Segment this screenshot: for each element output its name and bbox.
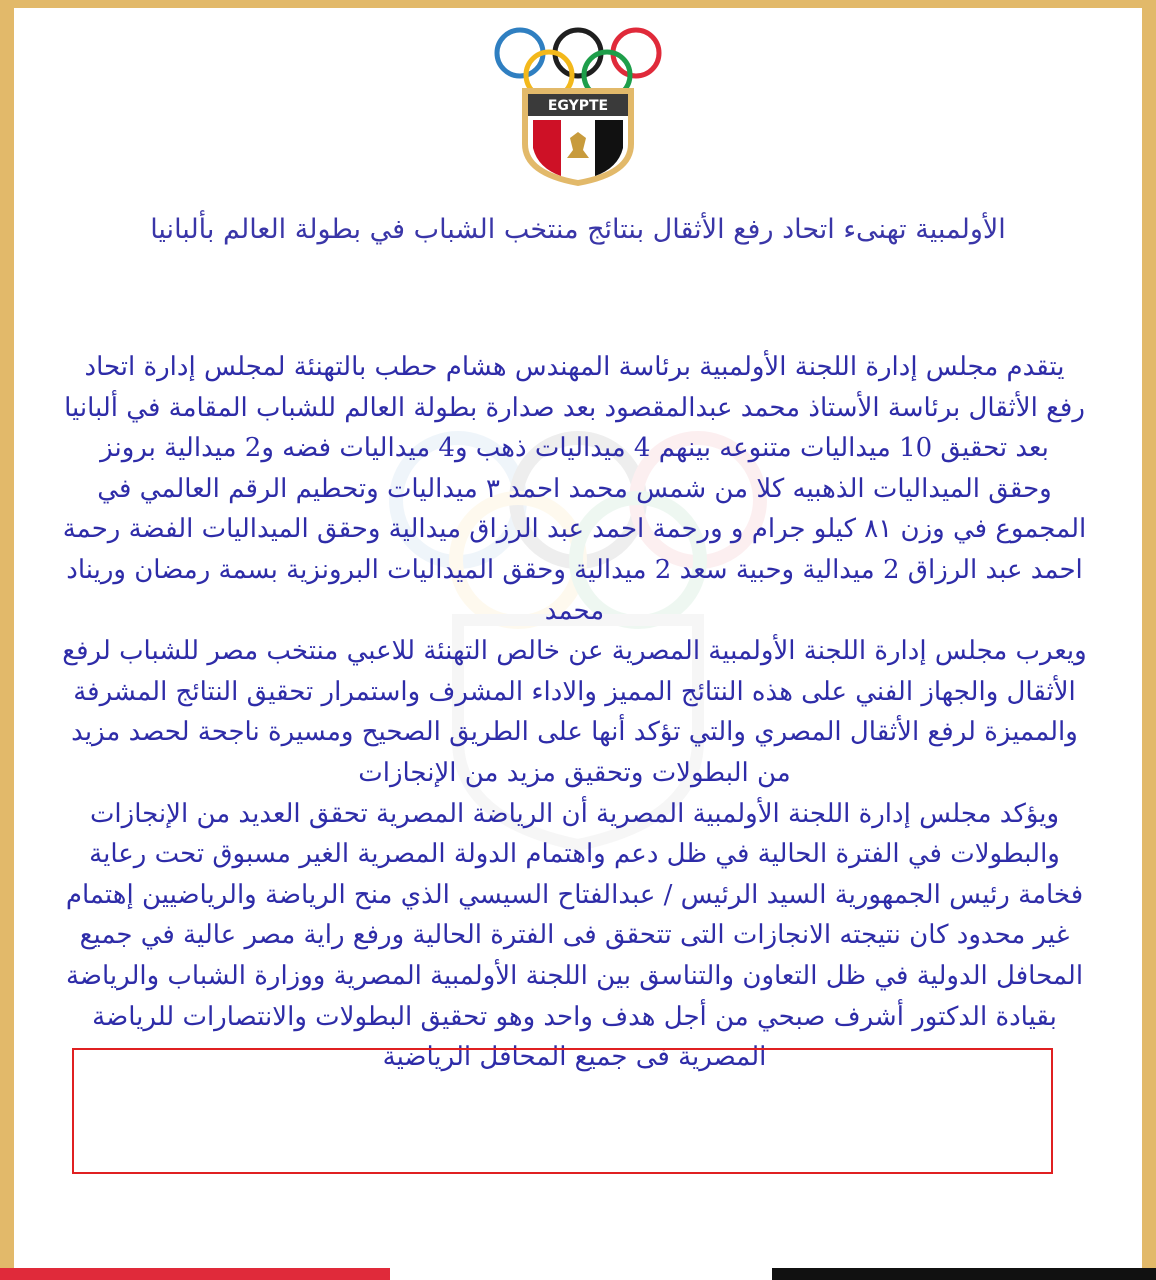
egypt-olympic-committee-logo bbox=[493, 26, 663, 188]
logo-label: EGYPTE bbox=[547, 98, 609, 114]
frame-left-border bbox=[0, 0, 14, 1280]
frame-top-border bbox=[0, 0, 1156, 8]
bottom-black-bar bbox=[772, 1268, 1156, 1280]
paragraph-state-support: ويؤكد مجلس إدارة اللجنة الأولمبية المصرية أن الرياضة المصرية تحقق العديد من الإنجازات والبطولات في الفترة الحالية في ظل دعم واهتمام الدولة المصرية الغير مسبوق تحت رعاية فخامة رئيس الجمهورية السيد الرئيس / عبدالفتاح السيسي الذي منح الرياضة والرياضيين إهتمام غير محدود كان نتيجته الانجازات التى تتحقق فى الفترة الحالية ورفع راية مصر عالية في جميع المحافل الدولية في ظل التعاون والتناسق بين اللجنة الأولمبية المصرية ووزارة الشباب والرياضة بقيادة الدكتور أشرف صبحي من أجل هدف واحد وهو تحقيق البطولات والانتصارات للرياضة المصرية فى جميع المحافل الرياضية bbox=[65, 798, 1084, 1073]
paragraph-team-praise: ويعرب مجلس إدارة اللجنة الأولمبية المصرية عن خالص التهنئة للاعبي منتخب مصر للشباب لرفع الأثقال والجهاز الفني على هذه النتائج المميز والاداء المشرف واستمرار تحقيق النتائج المشرفة والمميزة لرفع الأثقال المصري والتي تؤكد أنها على الطريق الصحيح ومسيرة ناجحة لحصد مزيد من البطولات وتحقيق مزيد من الإنجازات bbox=[62, 636, 1087, 788]
bottom-red-bar bbox=[0, 1268, 390, 1280]
frame-right-border bbox=[1142, 0, 1156, 1280]
paragraph-congratulations: يتقدم مجلس إدارة اللجنة الأولمبية برئاسة المهندس هشام حطب بالتهنئة لمجلس إدارة اتحاد رفع الأثقال برئاسة الأستاذ محمد عبدالمقصود بعد صدارة بطولة العالم للشباب المقامة في ألبانيا بعد تحقيق 10 ميداليات متنوعه بينهم 4 ميداليات ذهب و4 ميداليات فضه و2 ميدالية برونز bbox=[64, 352, 1085, 464]
page-title: الأولمبية تهنىء اتحاد رفع الأثقال بنتائج منتخب الشباب في بطولة العالم بألبانيا bbox=[150, 214, 1006, 245]
paragraph-medal-details: وحقق الميداليات الذهبيه كلا من شمس محمد احمد ٣ ميداليات وتحطيم الرقم العالمي في المجموع في وزن ٨١ كيلو جرام و ورحمة احمد عبد الرزاق ميدالية وحقق الميداليات الفضة رحمة احمد عبد الرزاق 2 ميدالية وحبية سعد 2 ميدالية وحقق الميداليات البرونزية بسمة رمضان وريناد محمد bbox=[62, 473, 1087, 626]
olympic-rings-icon bbox=[497, 30, 659, 98]
article-body bbox=[62, 347, 1087, 1078]
